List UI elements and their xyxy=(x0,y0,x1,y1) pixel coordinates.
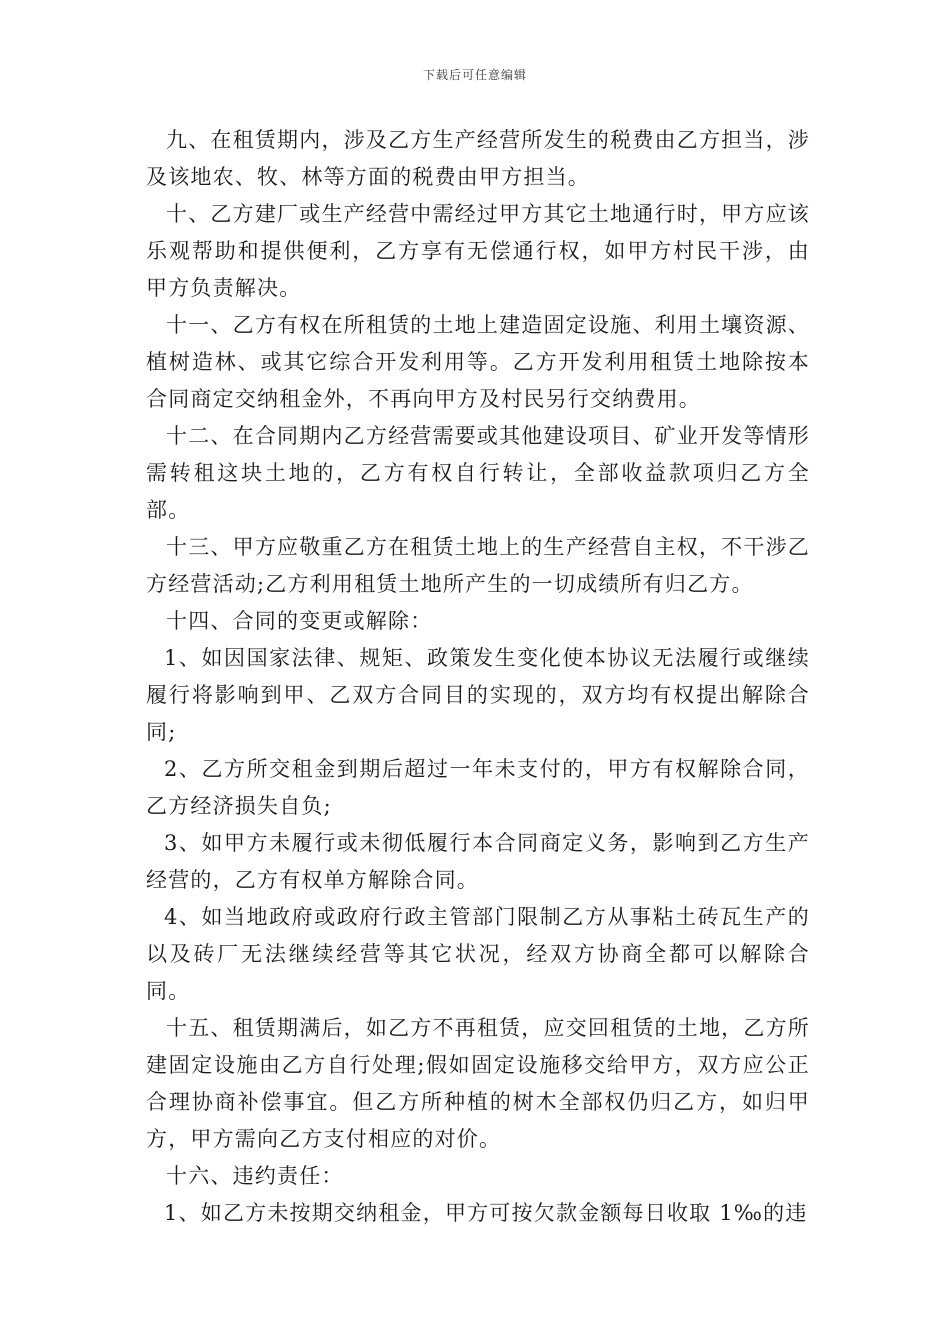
clause-14-heading: 十四、合同的变更或解除： xyxy=(166,609,433,633)
clause-12: 十二、在合同期内乙方经营需要或其他建设项目、矿业开发等情形需转租这块土地的，乙方有权自行转让，全部收益款项归乙方全部。 xyxy=(146,424,810,522)
clause-11: 十一、乙方有权在所租赁的土地上建造固定设施、利用土壤资源、植树造林、或其它综合开发利用等。乙方开发利用租赁土地除按本合同商定交纳租金外，不再向甲方及村民另行交纳费用。 xyxy=(146,313,810,411)
clause-14-item-1: 1、如因国家法律、规矩、政策发生变化使本协议无法履行或继续履行将影响到甲、乙双方合同目的实现的，双方均有权提出解除合同; xyxy=(146,646,810,744)
clause-13: 十三、甲方应敬重乙方在租赁土地上的生产经营自主权，不干涉乙方经营活动;乙方利用租赁土地所产生的一切成绩所有归乙方。 xyxy=(146,535,810,596)
clause-9: 九、在租赁期内，涉及乙方生产经营所发生的税费由乙方担当，涉及该地农、牧、林等方面的税费由甲方担当。 xyxy=(146,128,810,189)
clause-15: 十五、租赁期满后，如乙方不再租赁，应交回租赁的土地，乙方所建固定设施由乙方自行处理;假如固定设施移交给甲方，双方应公正合理协商补偿事宜。但乙方所种植的树木全部权仍归乙方，如归甲方，甲方需向乙方支付相应的对价。 xyxy=(146,1016,810,1151)
clause-14-item-3: 3、如甲方未履行或未彻低履行本合同商定义务，影响到乙方生产经营的，乙方有权单方解除合同。 xyxy=(146,831,810,892)
clause-10: 十、乙方建厂或生产经营中需经过甲方其它土地通行时，甲方应该乐观帮助和提供便利，乙方享有无偿通行权，如甲方村民干涉，由甲方负责解决。 xyxy=(146,202,810,300)
clause-14-item-4: 4、如当地政府或政府行政主管部门限制乙方从事粘土砖瓦生产的以及砖厂无法继续经营等其它状况，经双方协商全都可以解除合同。 xyxy=(146,905,810,1003)
document-body xyxy=(146,122,810,1232)
clause-16-heading: 十六、违约责任： xyxy=(166,1164,344,1188)
page-header-note: 下载后可任意编辑 xyxy=(422,68,527,82)
clause-16-item-1: 1、如乙方未按期交纳租金，甲方可按欠款金额每日收取 1‰的违 xyxy=(164,1201,808,1225)
clause-14-item-2: 2、乙方所交租金到期后超过一年未支付的，甲方有权解除合同，乙方经济损失自负; xyxy=(146,757,810,818)
